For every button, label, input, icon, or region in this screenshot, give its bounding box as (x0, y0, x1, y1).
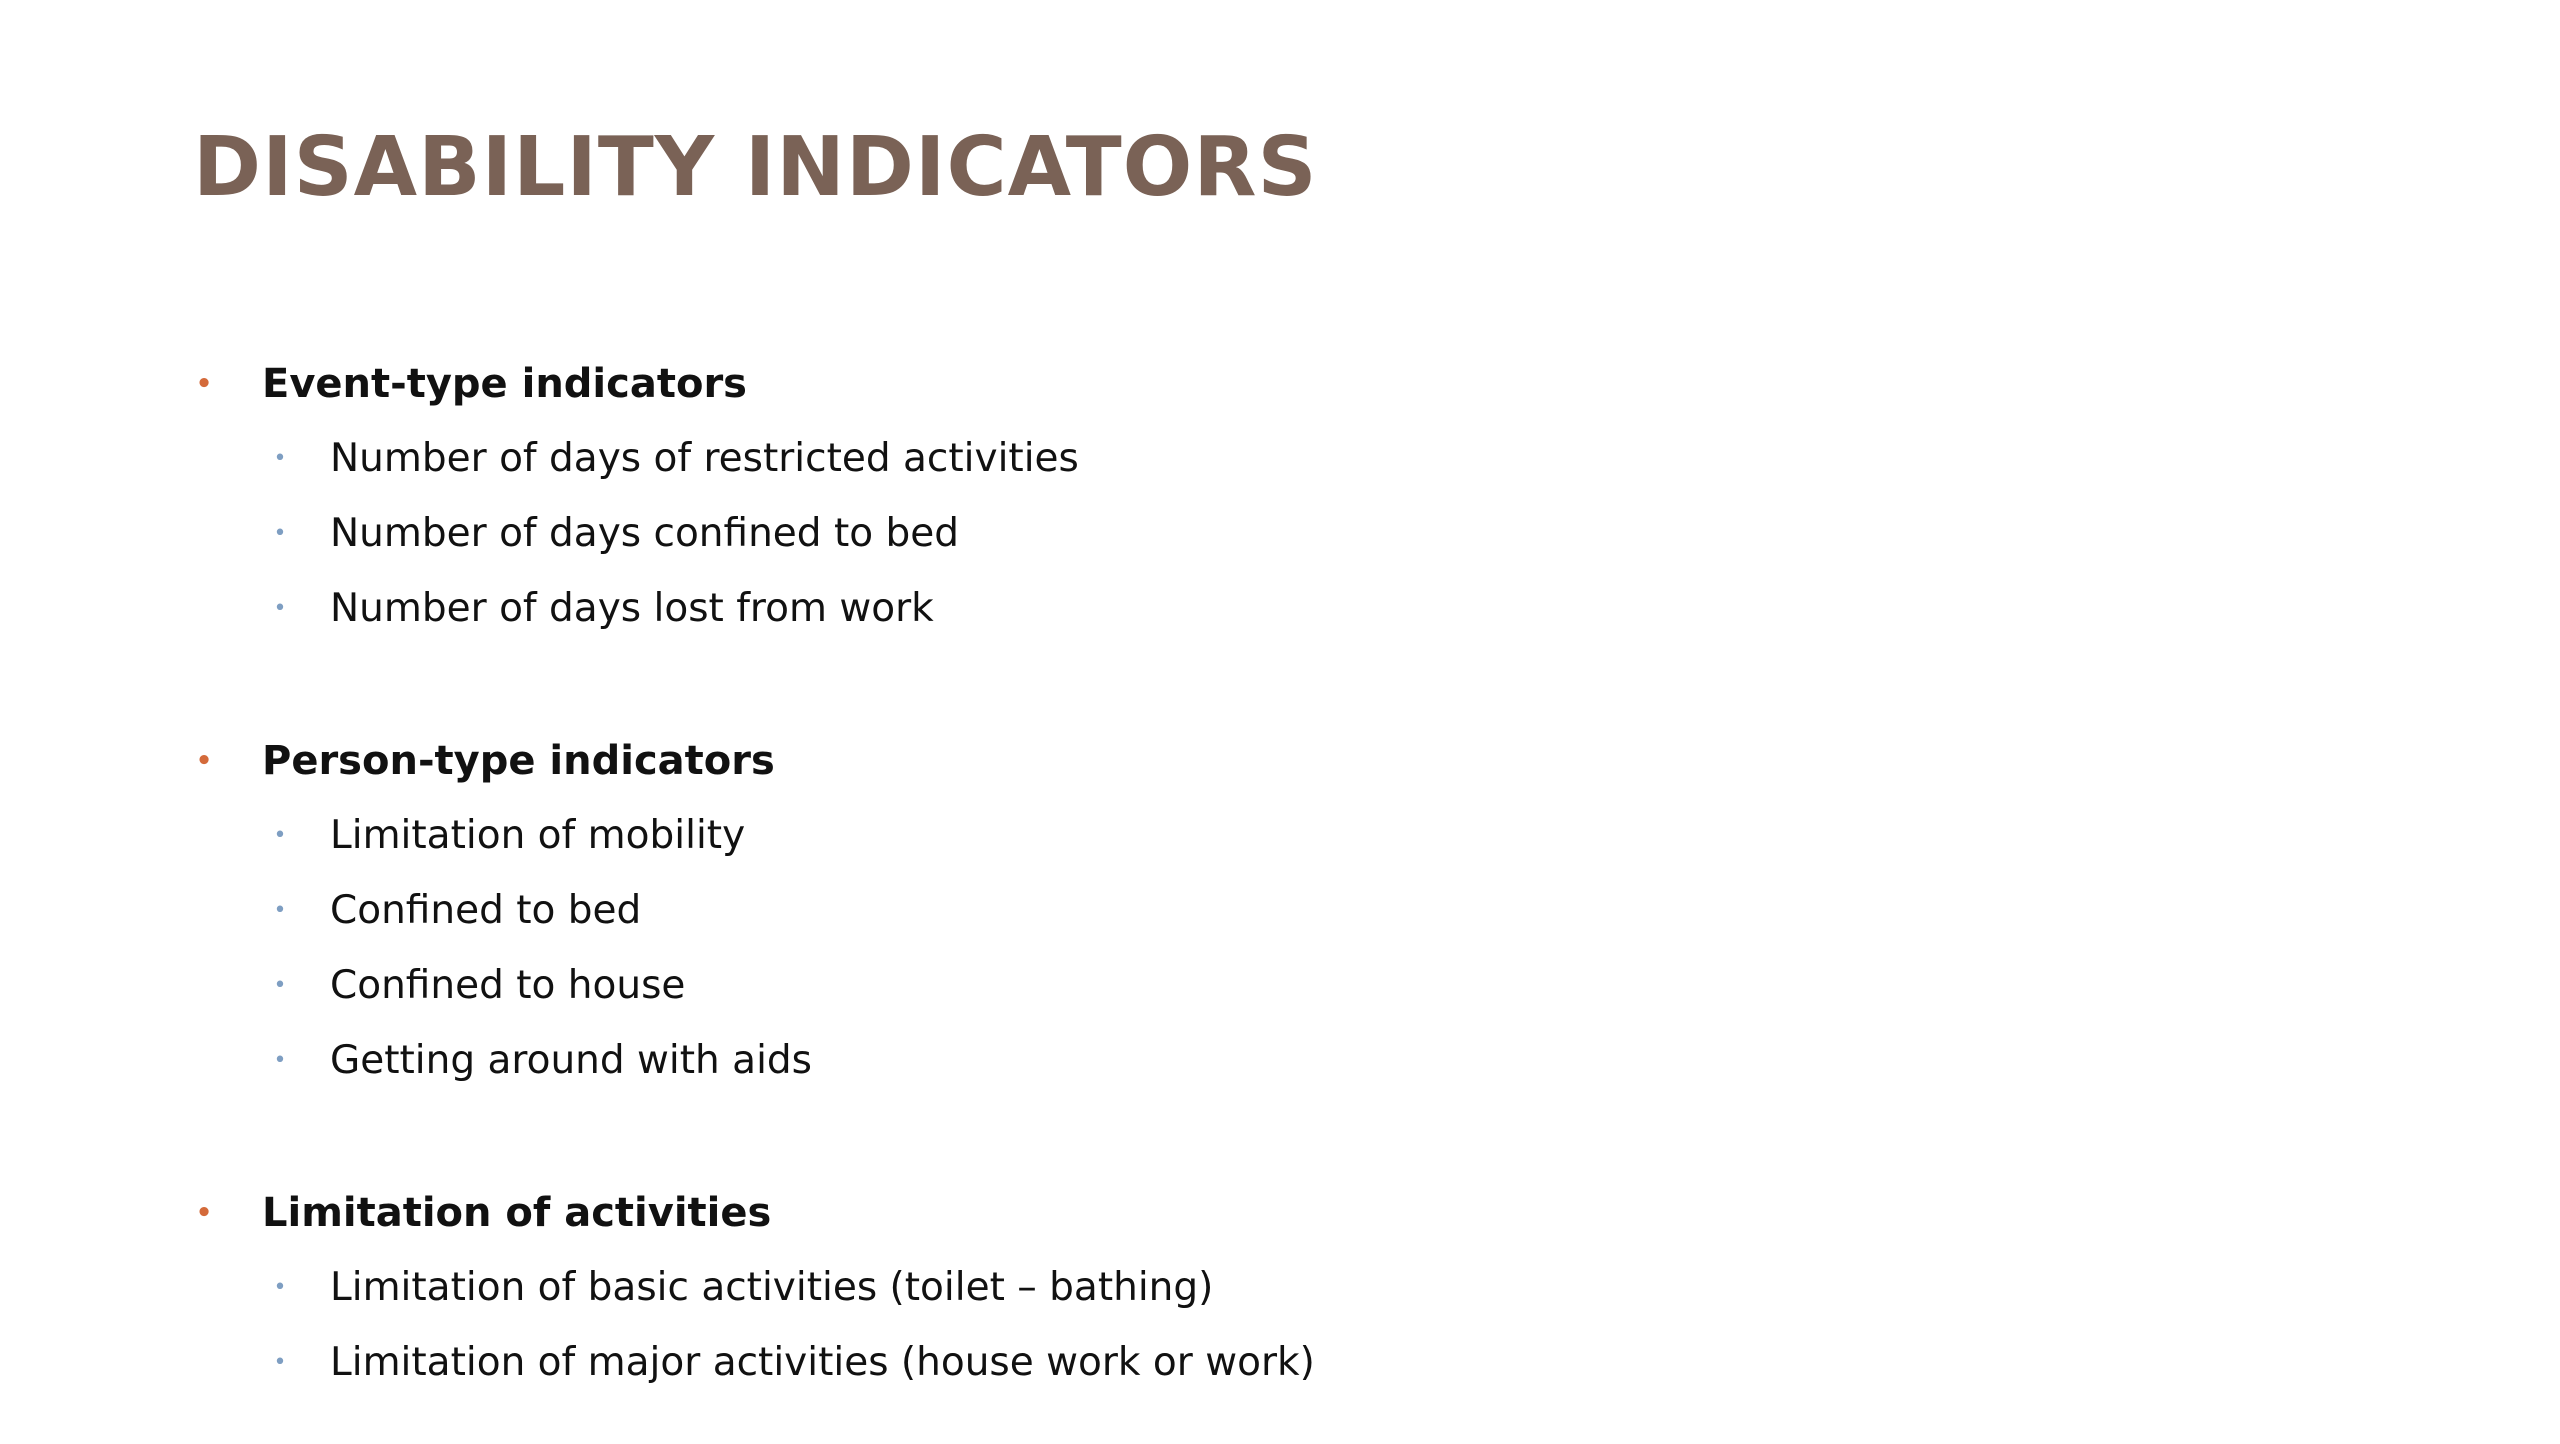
bullet-dot-icon: • (273, 898, 287, 923)
sub-bullet-list (190, 421, 2390, 646)
bullet-dot-icon: • (195, 1198, 213, 1228)
section-heading (190, 1176, 2390, 1250)
section-heading (190, 347, 2390, 421)
bullet-dot-icon: • (273, 521, 287, 546)
section-heading-text: Event-type indicators (262, 361, 747, 407)
list-item-text: Number of days of restricted activities (330, 436, 1079, 481)
list-item (190, 1325, 2390, 1400)
section-heading-text: Limitation of activities (262, 1190, 772, 1236)
list-item-text: Confined to house (330, 963, 686, 1008)
bullet-dot-icon: • (273, 823, 287, 848)
bullet-dot-icon: • (273, 1275, 287, 1300)
list-item-text: Limitation of mobility (330, 813, 746, 858)
list-item-text: Getting around with aids (330, 1038, 812, 1083)
list-item (190, 1250, 2390, 1325)
list-item-text: Confined to bed (330, 888, 642, 933)
slide-body (190, 347, 2390, 1444)
list-item (190, 1023, 2390, 1098)
list-item (190, 571, 2390, 646)
list-item (190, 798, 2390, 873)
section-event-type-indicators (190, 347, 2390, 646)
list-item (190, 421, 2390, 496)
bullet-dot-icon: • (195, 369, 213, 399)
sub-bullet-list (190, 798, 2390, 1098)
section-heading-text: Person-type indicators (262, 738, 775, 784)
list-item-text: Number of days lost from work (330, 586, 934, 631)
bullet-dot-icon: • (273, 973, 287, 998)
list-item-text: Limitation of major activities (house work or work) (330, 1340, 1315, 1385)
bullet-dot-icon: • (195, 746, 213, 776)
bullet-dot-icon: • (273, 596, 287, 621)
bullet-dot-icon: • (273, 1350, 287, 1375)
list-item-text: Limitation of basic activities (toilet – bathing) (330, 1265, 1214, 1310)
slide-title: DISABILITY INDICATORS (193, 120, 1318, 215)
bullet-dot-icon: • (273, 1048, 287, 1073)
section-limitation-of-activities (190, 1176, 2390, 1400)
list-item (190, 948, 2390, 1023)
section-person-type-indicators (190, 724, 2390, 1098)
bullet-dot-icon: • (273, 446, 287, 471)
list-item (190, 496, 2390, 571)
list-item-text: Number of days confined to bed (330, 511, 960, 556)
section-heading (190, 724, 2390, 798)
list-item (190, 873, 2390, 948)
sub-bullet-list (190, 1250, 2390, 1400)
